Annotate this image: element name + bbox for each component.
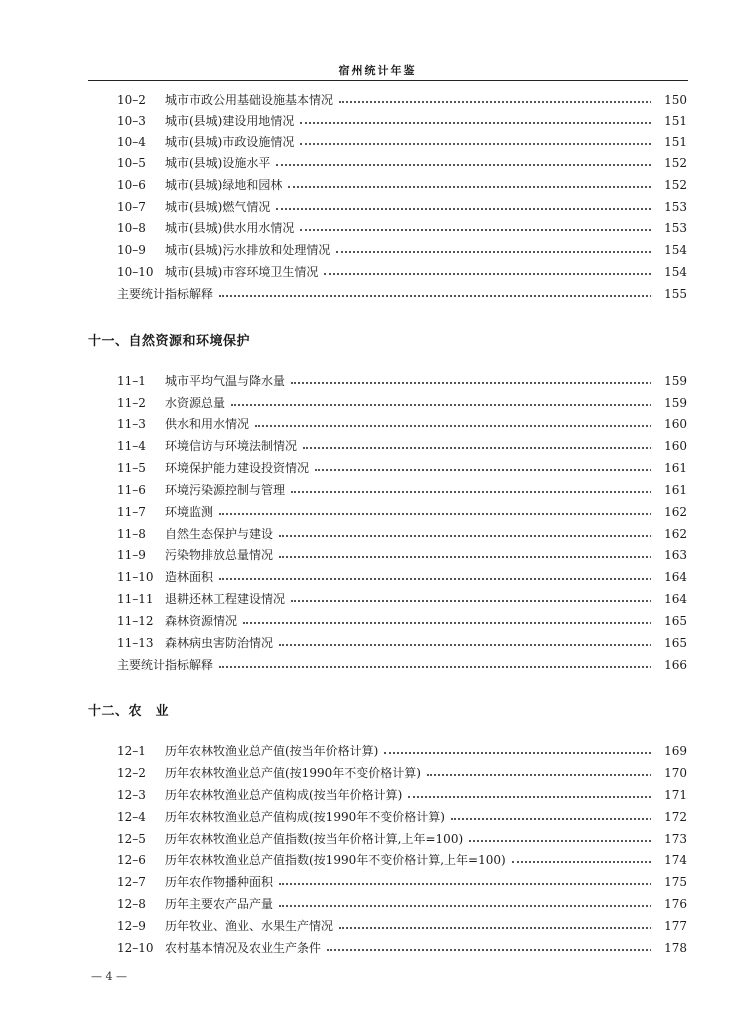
dot-leader — [291, 382, 687, 384]
dot-leader — [279, 905, 687, 907]
entry-page: 178 — [651, 938, 687, 958]
toc-entry[interactable] — [0, 414, 755, 434]
dot-leader — [219, 578, 687, 580]
entry-number: 11–7 — [117, 505, 146, 519]
toc-entry[interactable] — [0, 589, 755, 609]
toc-entry[interactable] — [0, 785, 755, 805]
entry-title: 森林病虫害防治情况 — [165, 636, 274, 650]
entry-title: 环境监测 — [165, 505, 214, 519]
entry-page: 176 — [651, 894, 687, 914]
entry-page: 166 — [651, 655, 687, 675]
toc-entry[interactable] — [0, 502, 755, 522]
entry-page: 174 — [651, 850, 687, 870]
entry-page: 159 — [651, 371, 687, 391]
toc-entry[interactable] — [0, 938, 755, 958]
page-number: — 4 — — [91, 970, 127, 983]
dot-leader — [255, 425, 687, 427]
section-11-heading[interactable]: 十一、自然资源和环境保护 — [88, 334, 251, 349]
entry-title: 自然生态保护与建设 — [165, 527, 274, 541]
dot-leader — [300, 122, 687, 124]
entry-title: 城市市政公用基础设施基本情况 — [165, 93, 334, 107]
entry-title: 城市(县城)市容环境卫生情况 — [165, 265, 319, 279]
dot-leader — [408, 796, 687, 798]
dot-leader — [231, 404, 687, 406]
entry-page: 164 — [651, 567, 687, 587]
dot-leader — [243, 622, 687, 624]
entry-number: 12–5 — [117, 832, 146, 846]
entry-number: 12–3 — [117, 788, 146, 802]
entry-page: 152 — [651, 175, 687, 195]
entry-title: 历年农林牧渔业总产值指数(按当年价格计算,上年=100) — [165, 832, 464, 846]
entry-number: 11–5 — [117, 461, 146, 475]
dot-leader — [324, 273, 687, 275]
dot-leader — [279, 883, 687, 885]
toc-entry[interactable] — [0, 829, 755, 849]
dot-leader — [288, 186, 687, 188]
toc-entry[interactable] — [0, 240, 755, 260]
toc-entry[interactable] — [0, 262, 755, 282]
section-12-heading[interactable]: 十二、农 业 — [88, 704, 170, 719]
entry-number: 12–10 — [117, 941, 154, 955]
entry-title: 城市(县城)设施水平 — [165, 156, 271, 170]
entry-page: 159 — [651, 393, 687, 413]
toc-entry[interactable] — [0, 175, 755, 195]
entry-title: 城市(县城)绿地和园林 — [165, 178, 283, 192]
entry-page: 170 — [651, 763, 687, 783]
entry-number: 10–6 — [117, 178, 146, 192]
toc-entry[interactable] — [0, 872, 755, 892]
dot-leader — [219, 513, 687, 515]
entry-title: 历年农林牧渔业总产值构成(按1990年不变价格计算) — [165, 810, 445, 824]
entry-number: 11–2 — [117, 396, 146, 410]
entry-title: 环境污染源控制与管理 — [165, 483, 286, 497]
dot-leader — [300, 229, 687, 231]
toc-entry-explanation[interactable] — [0, 655, 755, 675]
entry-title: 污染物排放总量情况 — [165, 548, 274, 562]
dot-leader — [279, 644, 687, 646]
toc-entry[interactable] — [0, 480, 755, 500]
entry-title: 城市(县城)建设用地情况 — [165, 114, 295, 128]
entry-number: 12–8 — [117, 897, 146, 911]
entry-title: 供水和用水情况 — [165, 417, 250, 431]
entry-page: 161 — [651, 458, 687, 478]
entry-number: 10–7 — [117, 200, 146, 214]
entry-page: 160 — [651, 436, 687, 456]
dot-leader — [303, 447, 687, 449]
entry-page: 162 — [651, 502, 687, 522]
entry-page: 165 — [651, 633, 687, 653]
toc-entry[interactable] — [0, 741, 755, 761]
entry-title: 主要统计指标解释 — [117, 287, 214, 301]
dot-leader — [279, 556, 687, 558]
entry-title: 环境保护能力建设投资情况 — [165, 461, 310, 475]
dot-leader — [339, 101, 687, 103]
dot-leader — [315, 469, 687, 471]
entry-page: 151 — [651, 111, 687, 131]
toc-entry[interactable] — [0, 371, 755, 391]
dot-leader — [339, 927, 687, 929]
entry-title: 历年牧业、渔业、水果生产情况 — [165, 919, 334, 933]
toc-entry[interactable] — [0, 393, 755, 413]
toc-entry[interactable] — [0, 611, 755, 631]
entry-number: 12–2 — [117, 766, 146, 780]
entry-number: 11–6 — [117, 483, 146, 497]
toc-entry[interactable] — [0, 132, 755, 152]
entry-number: 12–4 — [117, 810, 146, 824]
entry-title: 历年农林牧渔业总产值构成(按当年价格计算) — [165, 788, 403, 802]
entry-page: 153 — [651, 197, 687, 217]
entry-title: 历年农林牧渔业总产值指数(按1990年不变价格计算,上年=100) — [165, 853, 506, 867]
entry-title: 历年农林牧渔业总产值(按当年价格计算) — [165, 744, 379, 758]
entry-page: 164 — [651, 589, 687, 609]
entry-page: 165 — [651, 611, 687, 631]
entry-page: 177 — [651, 916, 687, 936]
entry-title: 历年农林牧渔业总产值(按1990年不变价格计算) — [165, 766, 421, 780]
toc-entry[interactable] — [0, 197, 755, 217]
dot-leader — [384, 752, 687, 754]
entry-title: 城市平均气温与降水量 — [165, 374, 286, 388]
toc-entry[interactable] — [0, 218, 755, 238]
toc-entry[interactable] — [0, 567, 755, 587]
toc-entry[interactable] — [0, 807, 755, 827]
toc-entry[interactable] — [0, 458, 755, 478]
entry-title: 退耕还林工程建设情况 — [165, 592, 286, 606]
running-header-title: 宿州统计年鉴 — [338, 64, 417, 77]
entry-title: 主要统计指标解释 — [117, 658, 214, 672]
entry-page: 161 — [651, 480, 687, 500]
entry-number: 11–8 — [117, 527, 146, 541]
entry-page: 151 — [651, 132, 687, 152]
entry-number: 10–2 — [117, 93, 146, 107]
toc-entry[interactable] — [0, 633, 755, 653]
toc-entry[interactable] — [0, 90, 755, 110]
entry-number: 10–4 — [117, 135, 146, 149]
entry-title: 城市(县城)燃气情况 — [165, 200, 271, 214]
dot-leader — [219, 295, 687, 297]
dot-leader — [291, 600, 687, 602]
header-rule — [88, 80, 688, 81]
entry-title: 水资源总量 — [165, 396, 226, 410]
entry-page: 172 — [651, 807, 687, 827]
dot-leader — [219, 666, 687, 668]
entry-page: 152 — [651, 153, 687, 173]
dot-leader — [291, 491, 687, 493]
dot-leader — [300, 143, 687, 145]
entry-title: 造林面积 — [165, 570, 214, 584]
dot-leader — [427, 774, 687, 776]
dot-leader — [279, 535, 687, 537]
toc-entry-explanation[interactable] — [0, 284, 755, 304]
entry-number: 11–13 — [117, 636, 154, 650]
entry-number: 10–3 — [117, 114, 146, 128]
toc-entry[interactable] — [0, 111, 755, 131]
toc-entry[interactable] — [0, 894, 755, 914]
entry-page: 173 — [651, 829, 687, 849]
entry-page: 154 — [651, 262, 687, 282]
entry-title: 城市(县城)市政设施情况 — [165, 135, 295, 149]
entry-title: 历年农作物播种面积 — [165, 875, 274, 889]
entry-title: 环境信访与环境法制情况 — [165, 439, 298, 453]
entry-number: 11–9 — [117, 548, 146, 562]
entry-number: 11–3 — [117, 417, 146, 431]
dot-leader — [276, 164, 687, 166]
entry-title: 历年主要农产品产量 — [165, 897, 274, 911]
entry-number: 11–12 — [117, 614, 154, 628]
toc-entry[interactable] — [0, 524, 755, 544]
toc-entry[interactable] — [0, 436, 755, 456]
entry-number: 12–7 — [117, 875, 146, 889]
entry-page: 150 — [651, 90, 687, 110]
toc-entry[interactable] — [0, 545, 755, 565]
entry-number: 11–11 — [117, 592, 154, 606]
entry-page: 160 — [651, 414, 687, 434]
toc-entry[interactable] — [0, 153, 755, 173]
entry-page: 155 — [651, 284, 687, 304]
entry-page: 163 — [651, 545, 687, 565]
entry-number: 11–4 — [117, 439, 146, 453]
entry-title: 城市(县城)污水排放和处理情况 — [165, 243, 331, 257]
toc-entry[interactable] — [0, 916, 755, 936]
entry-number: 10–8 — [117, 221, 146, 235]
entry-title: 农村基本情况及农业生产条件 — [165, 941, 322, 955]
entry-title: 森林资源情况 — [165, 614, 238, 628]
entry-number: 11–10 — [117, 570, 154, 584]
dot-leader — [336, 251, 687, 253]
entry-page: 154 — [651, 240, 687, 260]
entry-number: 12–6 — [117, 853, 146, 867]
entry-number: 12–1 — [117, 744, 146, 758]
entry-page: 169 — [651, 741, 687, 761]
entry-number: 12–9 — [117, 919, 146, 933]
entry-title: 城市(县城)供水用水情况 — [165, 221, 295, 235]
entry-page: 162 — [651, 524, 687, 544]
entry-number: 11–1 — [117, 374, 146, 388]
dot-leader — [276, 208, 687, 210]
dot-leader — [327, 949, 687, 951]
entry-number: 10–10 — [117, 265, 154, 279]
toc-entry[interactable] — [0, 850, 755, 870]
entry-page: 175 — [651, 872, 687, 892]
toc-entry[interactable] — [0, 763, 755, 783]
entry-page: 153 — [651, 218, 687, 238]
entry-page: 171 — [651, 785, 687, 805]
entry-number: 10–9 — [117, 243, 146, 257]
entry-number: 10–5 — [117, 156, 146, 170]
